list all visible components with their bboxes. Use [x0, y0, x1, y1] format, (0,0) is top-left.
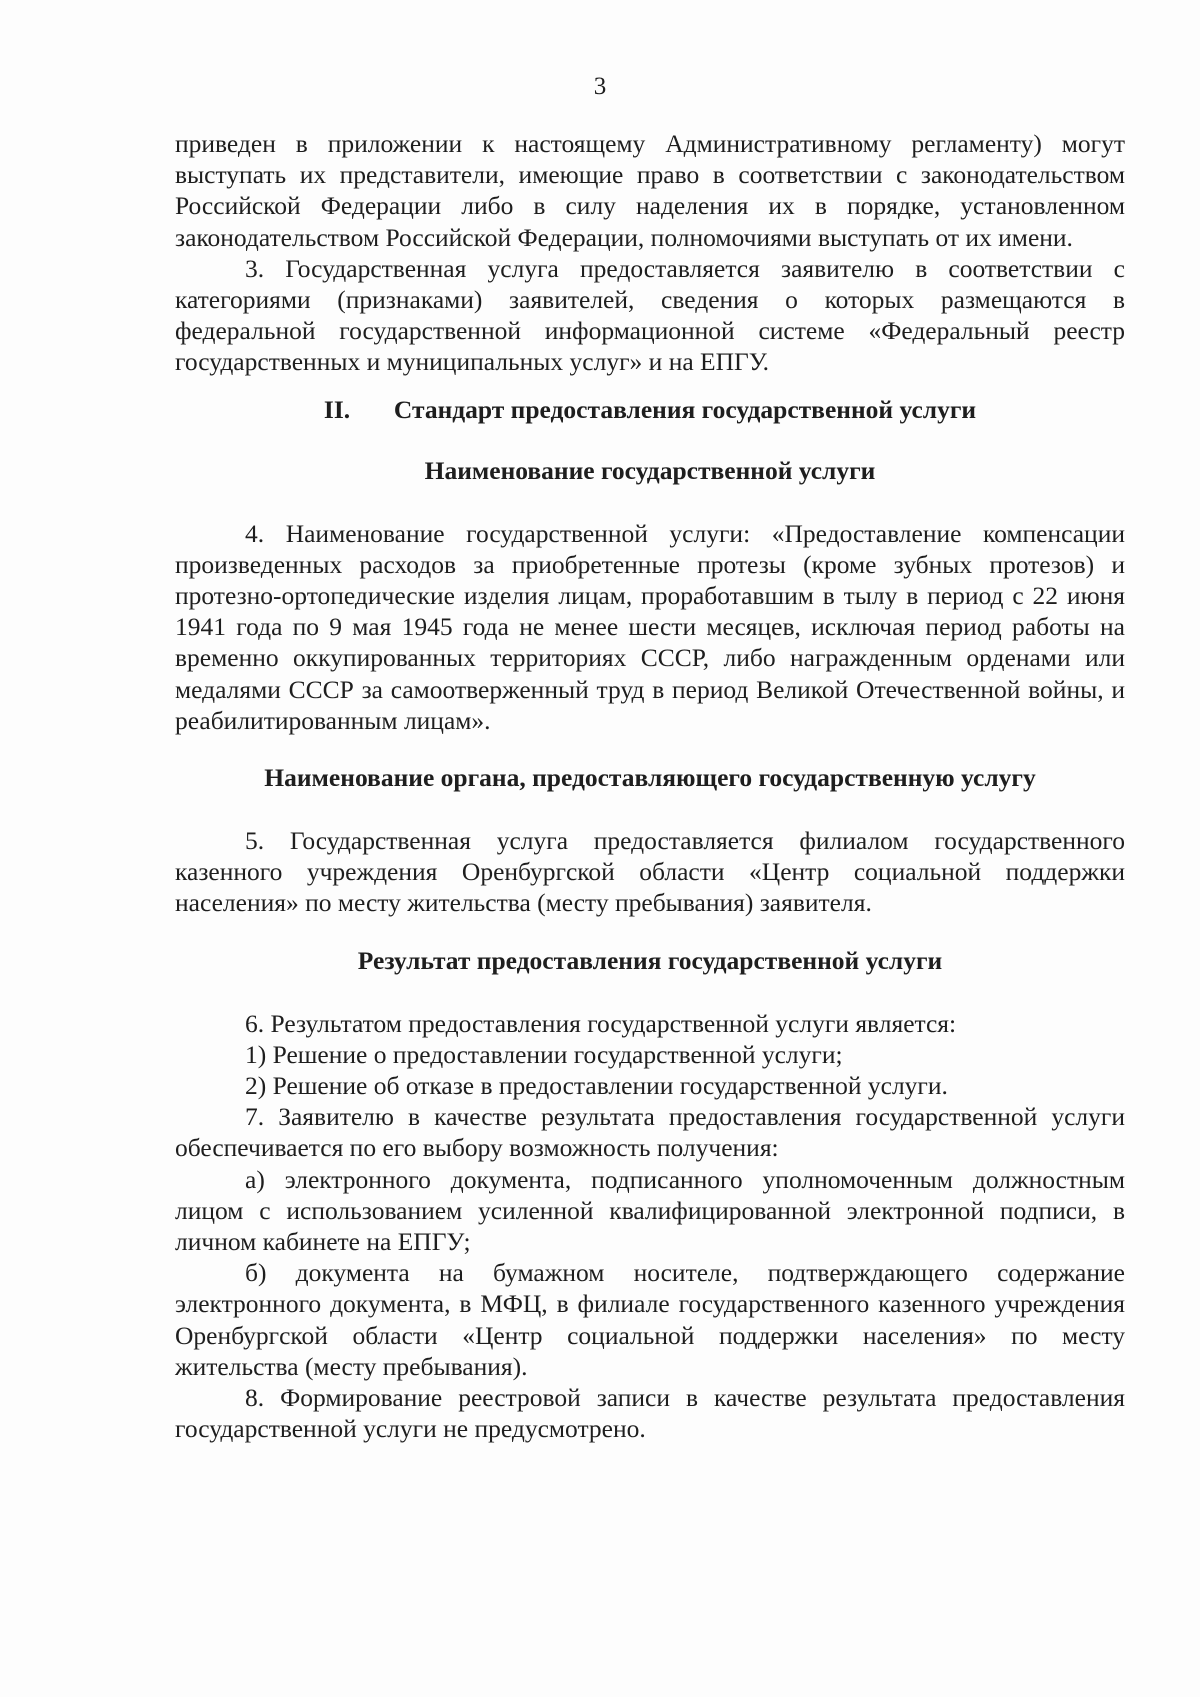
- page-number: 3: [593, 73, 607, 100]
- section-number: II.: [323, 394, 351, 424]
- document-body: [175, 128, 1125, 1445]
- paragraph-7-item-b: б) документа на бумажном носителе, подтверждающего содержание электронного документа, в МФЦ, в филиале государственного казенного учреждения Оренбургской области «Центр социальной поддержки населения» по месту жительства (месту пребывания).: [175, 1258, 1125, 1381]
- paragraph-7-item-a: а) электронного документа, подписанного уполномоченным должностным лицом с использованием усиленной квалифицированной электронной подписи, в личном кабинете на ЕПГУ;: [175, 1164, 1125, 1257]
- paragraph-7: 7. Заявителю в качестве результата предоставления государственной услуги обеспечивается по его выбору возможность получения:: [175, 1102, 1125, 1163]
- paragraph-4: 4. Наименование государственной услуги: «Предоставление компенсации произведенных расходов за приобретенные протезы (кроме зубных протезов) и протезно-ортопедические изделия лицам, проработавшим в тылу в период с 22 июня 1941 года по 9 мая 1945 года не менее шести месяцев, исключая период работы на временно оккупированных территориях СССР, либо награжденным орденами или медалями СССР за самоотверженный труд в период Великой Отечественной войны, и реабилитированным лицам».: [175, 518, 1125, 735]
- heading-result: Результат предоставления государственной услуги: [357, 945, 943, 975]
- section-title: Стандарт предоставления государственной услуги: [393, 394, 977, 424]
- paragraph-continuation: приведен в приложении к настоящему Административному регламенту) могут выступать их представители, имеющие право в соответствии с законодательством Российской Федерации либо в силу наделения их в порядке, установленном законодательством Российской Федерации, полномочиями выступать от их имени.: [175, 129, 1125, 252]
- paragraph-5: 5. Государственная услуга предоставляется филиалом государственного казенного учреждения Оренбургской области «Центр социальной поддержки населения» по месту жительства (месту пребывания) заявителя.: [175, 826, 1125, 918]
- paragraph-6-item-1: 1) Решение о предоставлении государственной услуги;: [245, 1039, 843, 1069]
- paragraph-6-item-2: 2) Решение об отказе в предоставлении государственной услуги.: [245, 1071, 948, 1101]
- heading-service-name: Наименование государственной услуги: [424, 455, 876, 485]
- section-heading: [175, 394, 1125, 425]
- paragraph-3: 3. Государственная услуга предоставляется заявителю в соответствии с категориями (признаками) заявителей, сведения о которых размещаются в федеральной государственной информационной системе «Федеральный реестр государственных и муниципальных услуг» и на ЕПГУ.: [175, 253, 1125, 377]
- heading-providing-body: Наименование органа, предоставляющего государственную услугу: [264, 763, 1036, 793]
- paragraph-6: 6. Результатом предоставления государственной услуги является:: [245, 1008, 957, 1038]
- paragraph-8: 8. Формирование реестровой записи в качестве результата предоставления государственной услуги не предусмотрено.: [175, 1383, 1125, 1444]
